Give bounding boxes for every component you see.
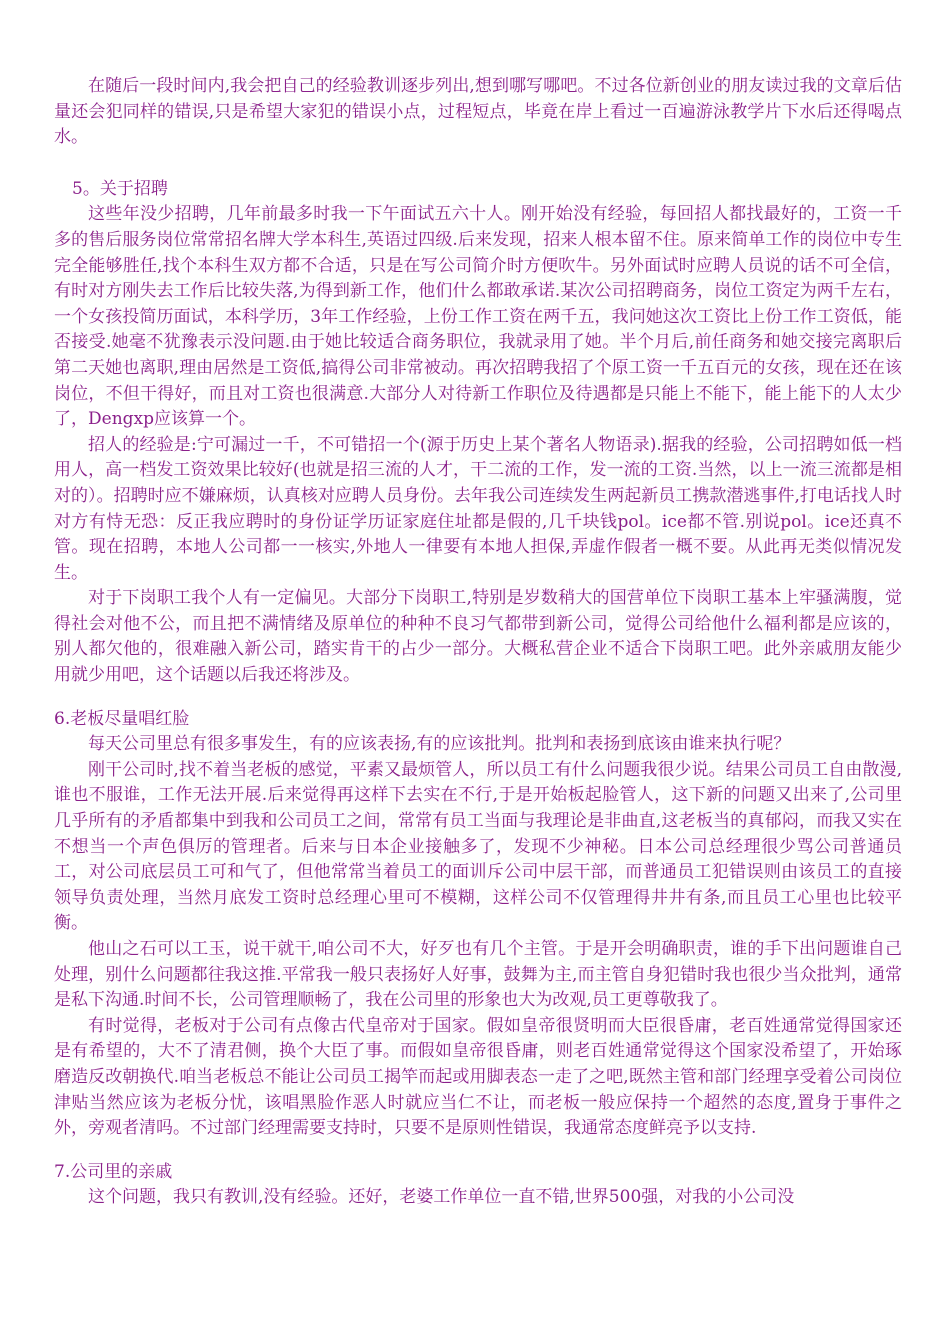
paragraph: 刚干公司时,找不着当老板的感觉，平素又最烦管人，所以员工有什么问题我很少说。结果公司员工自由散漫,谁也不服谁，工作无法开展.后来觉得再这样下去实在不行,于是开始板起脸管人，这下新的问题又出来了,公司里几乎所有的矛盾都集中到我和公司员工之间，常常有员工当面与我理论是非曲直,这老板当的真郁闷，而我又实在不想当一个声色俱厉的管理者。后来与日本企业接触多了，发现不少神秘。日本公司总经理很少骂公司普通员工，对公司底层员工可和气了，但他常常当着员工的面训斥公司中层干部，而普通员工犯错误则由该员工的直接领导负责处理，当然月底发工资时总经理心里可不模糊，这样公司不仅管理得井井有条,而且员工心里也比较平衡。 [54, 759, 902, 934]
intro-paragraph: 在随后一段时间内,我会把自己的经验教训逐步列出,想到哪写哪吧。不过各位新创业的朋友读过我的文章后估量还会犯同样的错误,只是希望大家犯的错误小点，过程短点，毕竟在岸上看过一百遍游泳教学片下水后还得喝点水。 [54, 76, 902, 148]
paragraph: 他山之石可以工玉，说干就干,咱公司不大，好歹也有几个主管。于是开会明确职责，谁的手下出问题谁自己处理，别什么问题都往我这推.平常我一般只表扬好人好事，鼓舞为主,而主管自身犯错时我也很少当众批判，通常是私下沟通.时间不长，公司管理顺畅了，我在公司里的形象也大为改观,员工更尊敬我了。 [54, 939, 902, 1011]
paragraph: 这个问题，我只有教训,没有经验。还好，老婆工作单位一直不错,世界500强，对我的小公司没 [88, 1187, 795, 1208]
paragraph: 每天公司里总有很多事发生，有的应该表扬,有的应该批判。批判和表扬到底该由谁来执行呢？ [88, 734, 791, 755]
section-relatives [54, 1160, 902, 1211]
paragraph: 这些年没少招聘，几年前最多时我一下午面试五六十人。刚开始没有经验，每回招人都找最好的，工资一千多的售后服务岗位常常招名牌大学本科生,英语过四级.后来发现，招来人根本留不住。原来简单工作的岗位中专生完全能够胜任,找个本科生双方都不合适，只是在写公司简介时方便吹牛。另外面试时应聘人员说的话不可全信，有时对方刚失去工作后比较失落,为得到新工作，他们什么都敢承诺.某次公司招聘商务，岗位工资定为两千左右，一个女孩投简历面试，本科学历，3年工作经验，上份工作工资在两千五，我问她这次工资比上份工作工资低，能否接受.她毫不犹豫表示没问题.由于她比较适合商务职位，我就录用了她。半个月后,前任商务和她交接完离职后第二天她也离职,理由居然是工资低,搞得公司非常被动。再次招聘我招了个原工资一千五百元的女孩，现在还在该岗位，不但干得好，而且对工资也很满意.大部分人对待新工作职位及待遇都是只能上不能下，能上能下的人太少了，Dengxp应该算一个。 [54, 204, 902, 430]
paragraph: 对于下岗职工我个人有一定偏见。大部分下岗职工,特别是岁数稍大的国营单位下岗职工基本上牢骚满腹，觉得社会对他不公，而且把不满情绪及原单位的种种不良习气都带到新公司，觉得公司给他什么福利都是应该的，别人都欠他的，很难融入新公司，踏实肯干的占少一部分。大概私营企业不适合下岗职工吧。此外亲戚朋友能少用就少用吧，这个话题以后我还将涉及。 [54, 588, 902, 686]
section-heading: 6.老板尽量唱红脸 [54, 708, 190, 729]
paragraph: 招人的经验是:宁可漏过一千，不可错招一个(源于历史上某个著名人物语录).据我的经验，公司招聘如低一档用人，高一档发工资效果比较好(也就是招三流的人才，干二流的工作，发一流的工资.当然，以上一流三流都是相对的）。招聘时应不嫌麻烦，认真核对应聘人员身份。去年我公司连续发生两起新员工携款潜逃事件,打电话找人时对方有恃无恐：反正我应聘时的身份证学历证家庭住址都是假的,几千块钱pol。ice都不管.别说pol。ice还真不管。现在招聘，本地人公司都一一核实,外地人一律要有本地人担保,弄虚作假者一概不要。从此再无类似情况发生。 [54, 434, 902, 583]
section-heading: 5。关于招聘 [72, 178, 168, 199]
section-heading: 7.公司里的亲戚 [54, 1161, 173, 1182]
section-recruitment [54, 177, 902, 689]
paragraph: 有时觉得，老板对于公司有点像古代皇帝对于国家。假如皇帝很贤明而大臣很昏庸，老百姓通常觉得国家还是有希望的，大不了清君侧，换个大臣了事。而假如皇帝很昏庸，则老百姓通常觉得这个国家没希望了，开始琢磨造反改朝换代.咱当老板总不能让公司员工揭竿而起或用脚表态一走了之吧,既然主管和部门经理享受着公司岗位津贴当然应该为老板分忧，该唱黑脸作恶人时就应当仁不让，而老板一般应保持一个超然的态度,置身于事件之外，旁观者清吗。不过部门经理需要支持时，只要不是原则性错误，我通常态度鲜亮予以支持. [54, 1015, 902, 1139]
section-boss-red-face [54, 707, 902, 1142]
